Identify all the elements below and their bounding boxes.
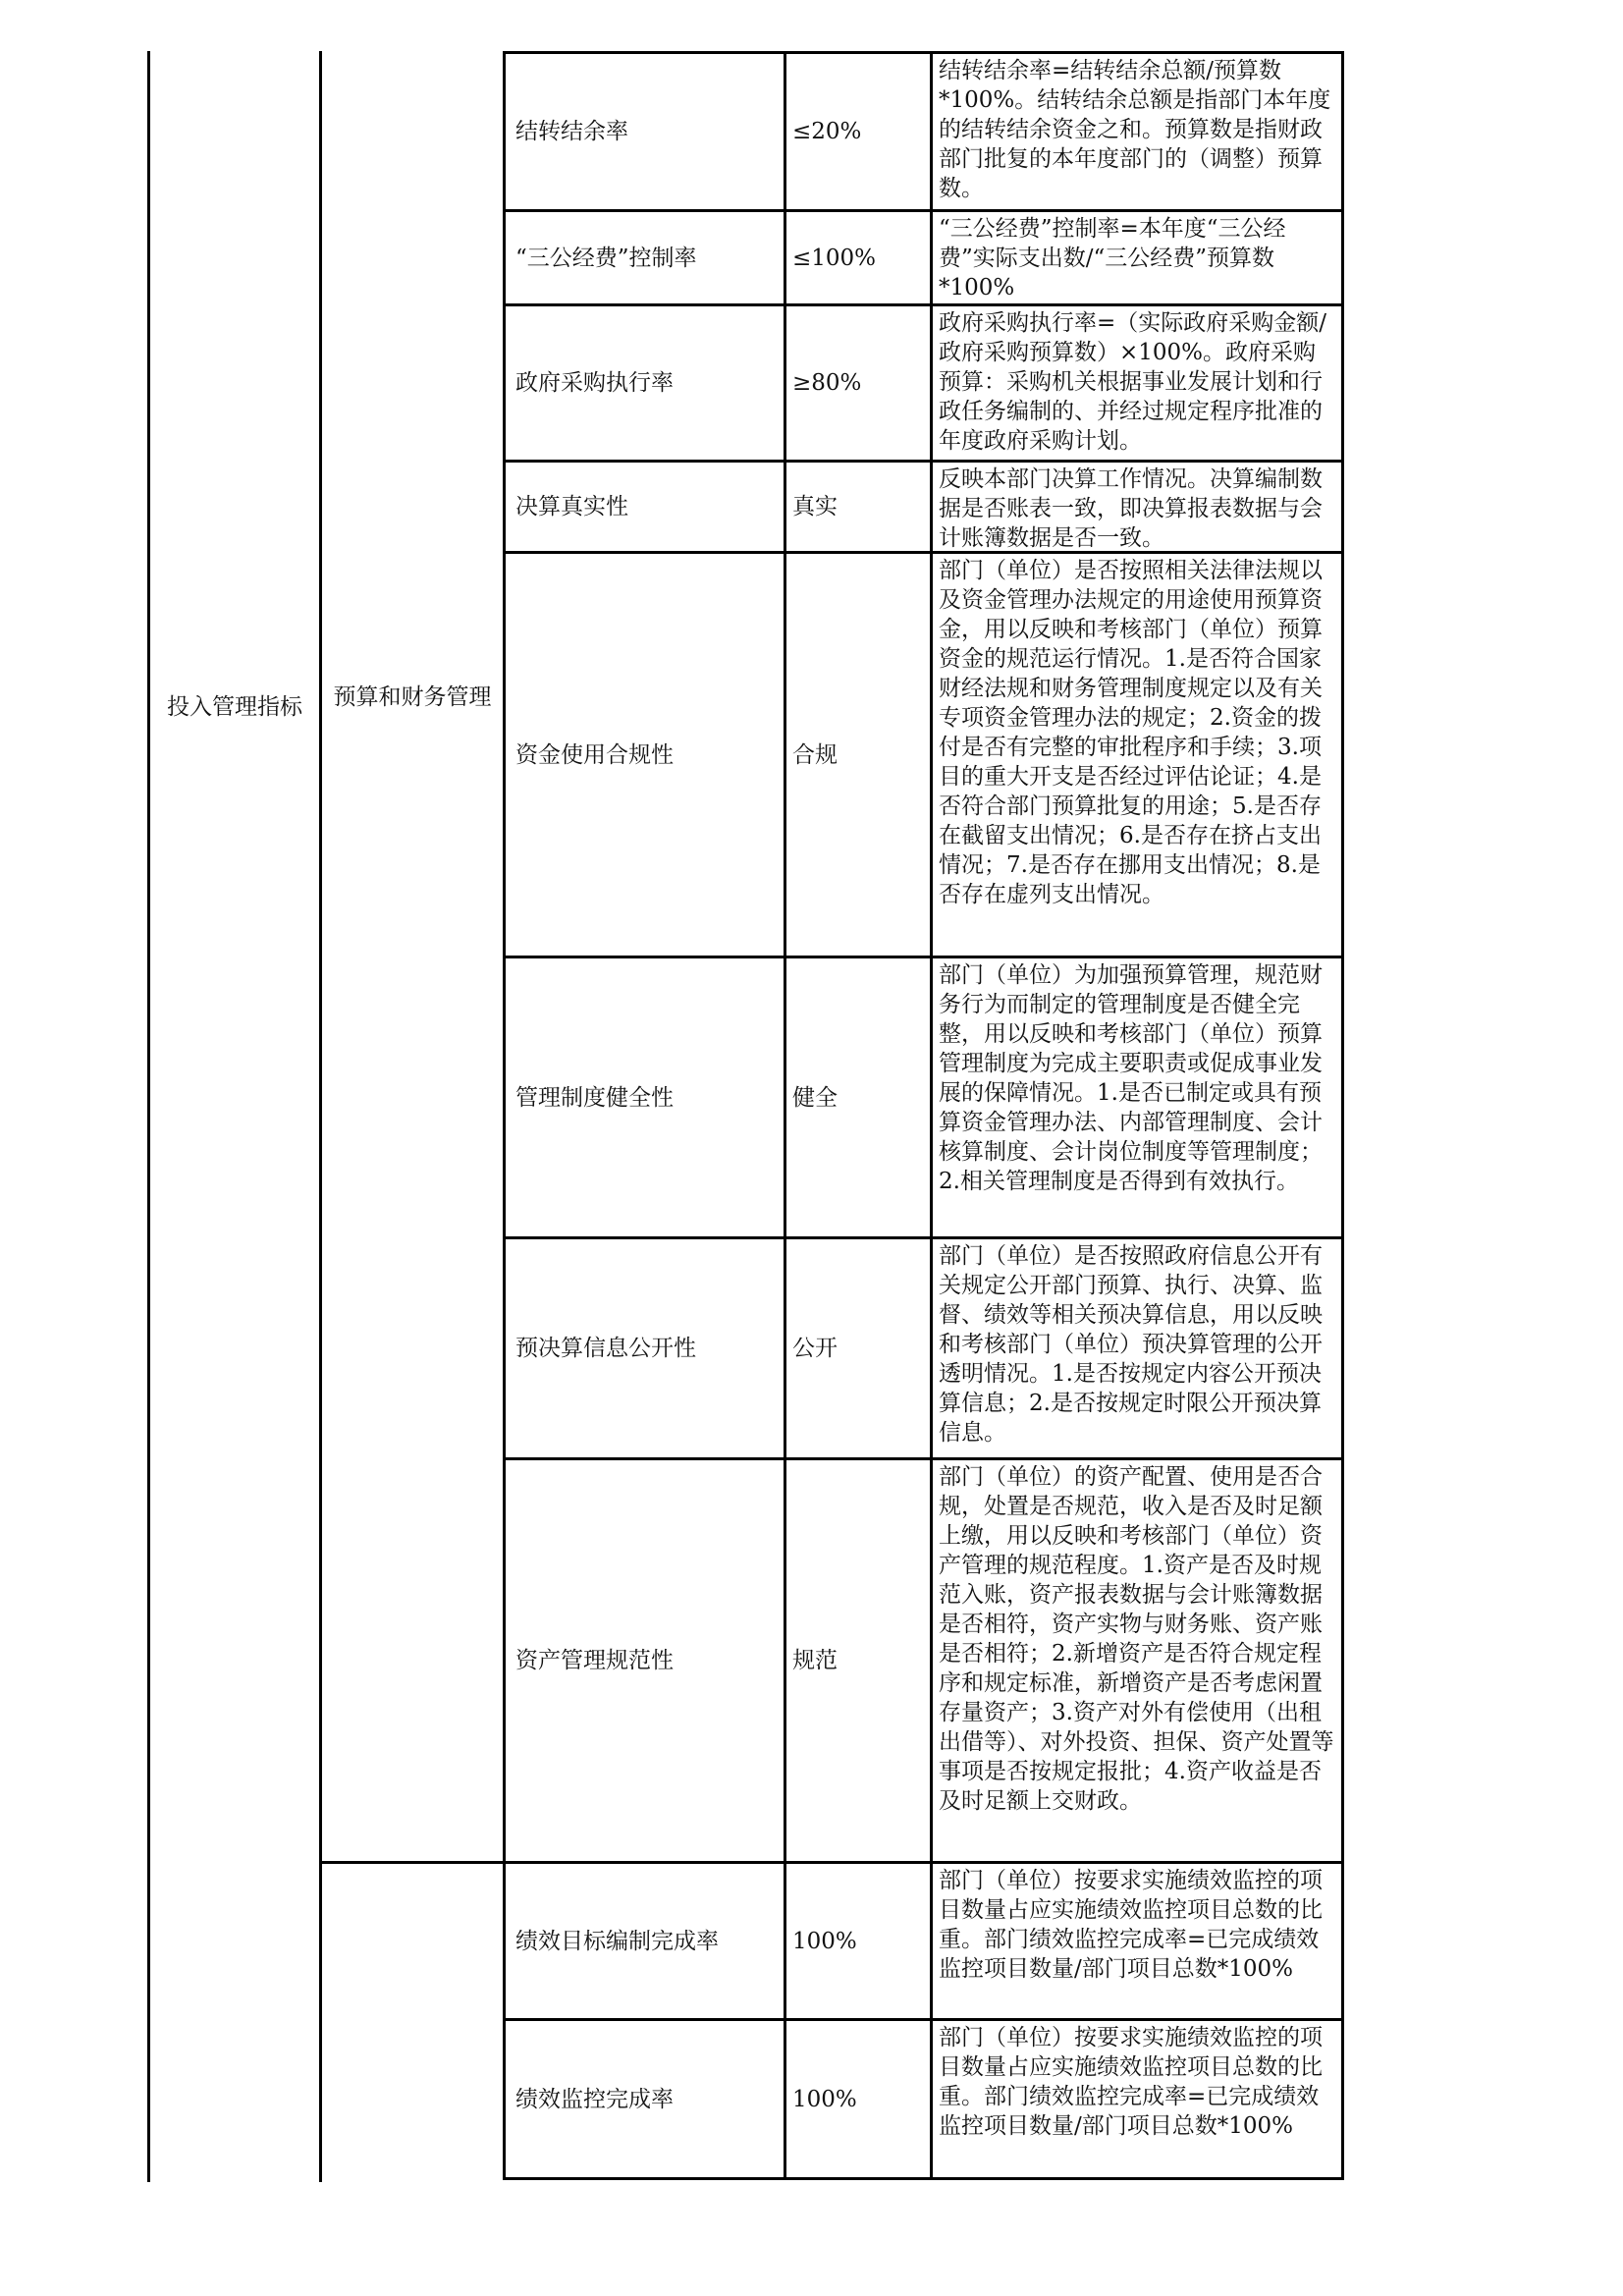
indicator-name: 决算真实性 (515, 494, 628, 519)
indicator-name: 绩效目标编制完成率 (515, 1928, 719, 1954)
indicator-description: 结转结余率=结转结余总额/预算数*100%。结转结余总额是指部门本年度的结转结余资金之和。预算数是指财政部门批复的本年度部门的（调整）预算数。 (939, 58, 1331, 201)
indicator-standard: 公开 (792, 1336, 838, 1361)
indicator-description: 反映本部门决算工作情况。决算编制数据是否账表一致，即决算报表数据与会计账簿数据是否一致。 (939, 466, 1323, 551)
level1-indicator-label: 投入管理指标 (167, 694, 302, 720)
indicator-description: 部门（单位）按要求实施绩效监控的项目数量占应实施绩效监控项目总数的比重。部门绩效监控完成率=已完成绩效监控项目数量/部门项目总数*100% (939, 1868, 1323, 1982)
level2-indicator-label: 预算和财务管理 (333, 684, 492, 710)
indicator-description: 部门（单位）的资产配置、使用是否合规，处置是否规范，收入是否及时足额上缴，用以反映和考核部门（单位）资产管理的规范程度。1.资产是否及时规范入账，资产报表数据与会计账簿数据是否相符，资产实物与财务账、资产账是否相符；2.新增资产是否符合规定程序和规定标准，新增资产是否考虑闲置存量资产；3.资产对外有偿使用（出租出借等）、对外投资、担保、资产处置等事项是否按规定报批；4.资产收益是否及时足额上交财政。 (939, 1464, 1334, 1814)
indicator-standard: ≤20% (792, 119, 862, 144)
indicator-standard: 真实 (792, 494, 838, 519)
indicator-description: “三公经费”控制率=本年度“三公经费”实际支出数/“三公经费”预算数*100% (939, 216, 1286, 301)
indicator-description: 部门（单位）为加强预算管理，规范财务行为而制定的管理制度是否健全完整，用以反映和考核部门（单位）预算管理制度为完成主要职责或促成事业发展的保障情况。1.是否已制定或具有预算资金管理办法、内部管理制度、会计核算制度、会计岗位制度等管理制度；2.相关管理制度是否得到有效执行。 (939, 962, 1323, 1194)
indicator-standard: 合规 (792, 741, 838, 768)
indicator-standard: 规范 (792, 1648, 838, 1673)
indicator-standard: 100% (792, 1928, 857, 1954)
indicator-name: 结转结余率 (515, 119, 628, 144)
grid-line (503, 2177, 1344, 2180)
indicator-standard: ≥80% (792, 370, 862, 396)
indicator-name: “三公经费”控制率 (515, 245, 697, 271)
indicator-standard: 健全 (792, 1084, 838, 1111)
indicator-name: 资金使用合规性 (515, 741, 674, 768)
indicator-standard: 100% (792, 2086, 857, 2112)
indicator-name: 政府采购执行率 (515, 370, 674, 396)
indicator-name: 管理制度健全性 (515, 1084, 674, 1111)
indicator-name: 资产管理规范性 (515, 1648, 674, 1673)
indicator-description: 部门（单位）是否按照政府信息公开有关规定公开部门预算、执行、决算、监督、绩效等相关预决算信息，用以反映和考核部门（单位）预决算管理的公开透明情况。1.是否按规定内容公开预决算信息；2.是否按规定时限公开预决算信息。 (939, 1243, 1323, 1446)
indicator-name: 预决算信息公开性 (515, 1336, 696, 1361)
indicator-description: 部门（单位）是否按照相关法律法规以及资金管理办法规定的用途使用预算资金，用以反映和考核部门（单位）预算资金的规范运行情况。1.是否符合国家财经法规和财务管理制度规定以及有关专项资金管理办法的规定；2.资金的拨付是否有完整的审批程序和手续；3.项目的重大开支是否经过评估论证；4.是否符合部门预算批复的用途；5.是否存在截留支出情况；6.是否存在挤占支出情况；7.是否存在挪用支出情况；8.是否存在虚列支出情况。 (939, 558, 1323, 907)
indicator-description: 部门（单位）按要求实施绩效监控的项目数量占应实施绩效监控项目总数的比重。部门绩效监控完成率=已完成绩效监控项目数量/部门项目总数*100% (939, 2025, 1323, 2139)
indicator-standard: ≤100% (792, 245, 877, 271)
indicator-name: 绩效监控完成率 (515, 2086, 674, 2112)
indicator-description: 政府采购执行率=（实际政府采购金额/政府采购预算数）×100%。政府采购预算：采购机关根据事业发展计划和行政任务编制的、并经过规定程序批准的年度政府采购计划。 (939, 310, 1327, 454)
